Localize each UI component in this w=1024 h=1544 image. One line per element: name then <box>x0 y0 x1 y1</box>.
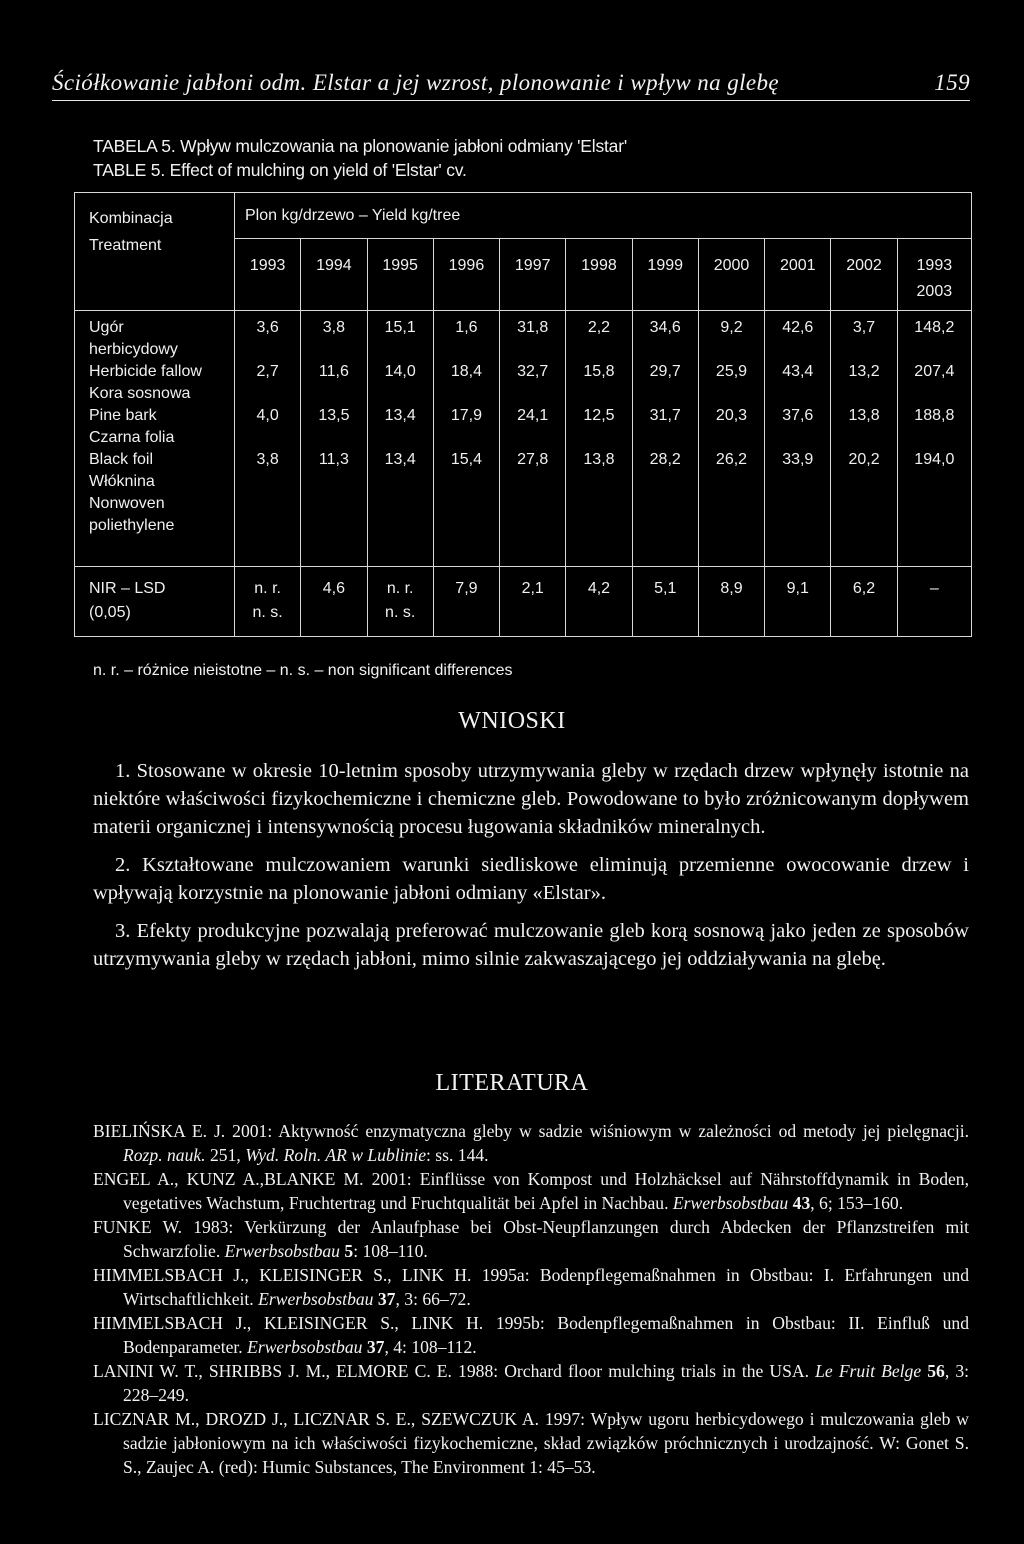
lsd-row <box>75 567 972 637</box>
lsd-value: 6,2 <box>831 567 897 637</box>
year-column-values <box>698 311 764 567</box>
table-cell: 13,2 <box>848 363 880 380</box>
reference-part: 43 <box>792 1193 811 1213</box>
lsd-value: 7,9 <box>433 567 499 637</box>
reference-part: HIMMELSBACH J., KLEISINGER S., LINK H. 1995b: Bodenpflegemaßnahmen in Obstbau: II. Einfluß und Bodenparameter. <box>93 1313 969 1357</box>
year-column-values <box>301 311 367 567</box>
reference-part: , 6; 153–160. <box>810 1193 904 1213</box>
reference-part: 37 <box>366 1337 385 1357</box>
year-header: 1994 <box>301 239 367 311</box>
conclusions-title: WNIOSKI <box>458 708 566 734</box>
lsd-value: 5,1 <box>632 567 698 637</box>
year-column-values <box>765 311 831 567</box>
table-cell: 188,8 <box>914 407 955 424</box>
table-cell: 13,8 <box>848 407 880 424</box>
table-cell: 1,6 <box>455 319 478 336</box>
lsd-value: 2,1 <box>500 567 566 637</box>
year-header: 1995 <box>367 239 433 311</box>
lsd-value: 9,1 <box>765 567 831 637</box>
reference-part: Erwerbsobstbau <box>258 1289 374 1309</box>
table-cell: 43,4 <box>782 363 814 380</box>
reference-part: FUNKE W. 1983: Verkürzung der Anlaufphase bei Obst-Neupflanzungen durch Abdecken der Pflanzstreifen mit Schwarzfolie. <box>93 1217 969 1261</box>
reference-part: Wyd. Roln. AR w Lublinie <box>245 1145 427 1165</box>
reference-part: LANINI W. T., SHRIBBS J. M., ELMORE C. E. 1988: Orchard floor mulching trials in the USA. <box>93 1361 816 1381</box>
table-cell: 3,8 <box>322 319 346 336</box>
table-cell: 20,3 <box>715 407 748 424</box>
table-cell: 14,0 <box>384 363 416 380</box>
reference-part: Rozp. nauk. <box>123 1145 206 1165</box>
year-header: 2000 <box>698 239 764 311</box>
reference-item <box>93 1167 969 1215</box>
reference-item <box>93 1119 969 1167</box>
lsd-label: NIR – LSD (0,05) <box>75 567 235 637</box>
table-cell: 2,7 <box>256 363 279 380</box>
table-cell: 11,3 <box>318 451 349 468</box>
year-header: 1999 <box>632 239 698 311</box>
table-cell: 27,8 <box>517 451 549 468</box>
table-cell: 17,9 <box>450 407 482 424</box>
lsd-value: 8,9 <box>698 567 764 637</box>
reference-part: ENGEL A., KUNZ A.,BLANKE M. 2001: Einflüsse von Kompost und Holzhäcksel auf Nährstoffdynamik in Boden, vegetatives Wachstum, Fruchtertrag und Fruchtqualität bei Apfel in Nachbau. <box>93 1169 969 1213</box>
yield-header: Plon kg/drzewo – Yield kg/tree <box>235 193 972 239</box>
reference-part: LICZNAR M., DROZD J., LICZNAR S. E., SZEWCZUK A. 1997: Wpływ ugoru herbicydowego i mulczowania gleb w sadzie jabłoniowym na ich właściwości fizykochemiczne, skład związków próchnicznych i urodzajność. W: Gonet S. S., Zaujec A. (red): Humic Substances, The Environment 1: 45–53. <box>93 1409 969 1477</box>
year-column-values <box>433 311 499 567</box>
lsd-value: 4,6 <box>301 567 367 637</box>
table-cell: 4,0 <box>256 407 279 424</box>
table-cell: 31,7 <box>649 407 681 424</box>
year-column-values <box>235 311 301 567</box>
year-header: 2001 <box>765 239 831 311</box>
lsd-value: – <box>897 567 971 637</box>
year-column-values <box>566 311 632 567</box>
table-cell: 18,4 <box>450 363 482 380</box>
reference-part: Erwerbsobstbau <box>672 1193 789 1213</box>
table-cell: 28,2 <box>649 451 681 468</box>
table-cell: 25,9 <box>715 363 748 380</box>
reference-item <box>93 1359 969 1407</box>
table-cell: 207,4 <box>914 363 955 380</box>
reference-part: Le Fruit Belge <box>815 1361 922 1381</box>
table-caption-pl: TABELA 5. Wpływ mulczowania na plonowanie jabłoni odmiany 'Elstar' <box>93 136 627 156</box>
year-header: 2002 <box>831 239 897 311</box>
table-cell: 26,2 <box>715 451 748 468</box>
table-cell: 31,8 <box>517 319 549 336</box>
year-header: 1993 <box>235 239 301 311</box>
reference-part: Erwerbsobstbau <box>247 1337 363 1357</box>
table-cell: 9,2 <box>720 319 743 336</box>
table-cell: 20,2 <box>848 451 880 468</box>
table-cell: 11,6 <box>318 363 349 380</box>
table-cell: 42,6 <box>782 319 814 336</box>
literature-title: LITERATURA <box>435 1070 589 1096</box>
conclusion-item: 1. Stosowane w okresie 10-letnim sposoby utrzymywania gleby w rzędach drzew wpłynęły istotnie na niektóre właściwości fizykochemiczne i chemiczne gleb. Powodowane to było zróżnicowanym dopływem materii organicznej i intensywnością procesu ługowania składników mineralnych. <box>93 760 969 838</box>
table-cell: 3,7 <box>852 319 876 336</box>
lsd-value: n. r. n. s. <box>367 567 433 637</box>
table-caption-en: TABLE 5. Effect of mulching on yield of 'Elstar' cv. <box>93 160 467 180</box>
reference-part: HIMMELSBACH J., KLEISINGER S., LINK H. 1995a: Bodenpflegemaßnahmen in Obstbau: I. Erfahrungen und Wirtschaftlichkeit. <box>93 1265 969 1309</box>
page-number: 159 <box>934 70 970 95</box>
table-cell: 15,1 <box>384 319 416 336</box>
year-column-values <box>367 311 433 567</box>
table-cell: 12,5 <box>583 407 615 424</box>
conclusion-item: 3. Efekty produkcyjne pozwalają preferować mulczowanie gleb korą sosnową jako jeden ze sposobów utrzymywania gleby w rzędach jabłoni, mimo silnie zakwaszającego jej oddziaływania na glebę. <box>93 920 969 970</box>
table-cell: 2,2 <box>587 319 611 336</box>
table-cell: 15,4 <box>450 451 482 468</box>
yield-table <box>74 192 972 637</box>
year-column-values <box>500 311 566 567</box>
reference-part: 37 <box>377 1289 396 1309</box>
year-header: 1993 2003 <box>897 239 971 311</box>
reference-part: BIELIŃSKA E. J. 2001: Aktywność enzymatyczna gleby w sadzie wiśniowym w zależności od metody jej pielęgnacji. <box>93 1121 969 1141</box>
conclusion-item: 2. Kształtowane mulczowaniem warunki siedliskowe eliminują przemienne owocowanie drzew i wpływają korzystnie na plonowanie jabłoni odmiany «Elstar». <box>93 854 969 904</box>
year-column-values <box>897 311 971 567</box>
lsd-value: 4,2 <box>566 567 632 637</box>
table-cell: 34,6 <box>649 319 681 336</box>
reference-item <box>93 1311 969 1359</box>
reference-part: 5 <box>344 1241 354 1261</box>
reference-part: : 108–110. <box>353 1241 428 1261</box>
reference-part: , 4: 108–112. <box>384 1337 477 1357</box>
table-cell: 24,1 <box>517 407 549 424</box>
running-title: Ściółkowanie jabłoni odm. Elstar a jej wzrost, plonowanie i wpływ na glebę <box>52 70 780 95</box>
table-cell: 37,6 <box>782 407 814 424</box>
reference-part: , 3: 228–249. <box>123 1361 970 1405</box>
table-caption <box>93 134 627 182</box>
lsd-value: n. r. n. s. <box>235 567 301 637</box>
table-cell: 13,8 <box>583 451 615 468</box>
year-column-values <box>831 311 897 567</box>
table-cell: 32,7 <box>517 363 549 380</box>
table-row <box>75 311 972 567</box>
table-cell: 29,7 <box>649 363 681 380</box>
table-cell: 194,0 <box>914 451 955 468</box>
year-header: 1997 <box>500 239 566 311</box>
reference-part: , 3: 66–72. <box>395 1289 471 1309</box>
table-cell: 33,9 <box>782 451 814 468</box>
reference-part: : ss. 144. <box>426 1145 489 1165</box>
table-footnote: n. r. – różnice nieistotne – n. s. – non significant differences <box>93 662 513 679</box>
reference-part: 56 <box>927 1361 945 1381</box>
conclusions-list <box>93 757 969 983</box>
table-cell: 15,8 <box>583 363 615 380</box>
table-cell: 13,5 <box>318 407 350 424</box>
reference-item <box>93 1407 969 1479</box>
table-cell: 13,4 <box>384 407 416 424</box>
reference-item <box>93 1215 969 1263</box>
treatment-labels: Ugór herbicydowy Herbicide fallow Kora sosnowa Pine bark Czarna folia Black foil Włóknina Nonwoven poliethylene <box>75 311 235 567</box>
reference-part: 251, <box>205 1145 246 1165</box>
reference-list <box>93 1119 969 1479</box>
table-cell: 13,4 <box>384 451 416 468</box>
year-header: 1998 <box>566 239 632 311</box>
table-cell: 3,6 <box>256 319 279 336</box>
reference-item <box>93 1263 969 1311</box>
table-cell: 148,2 <box>914 319 955 336</box>
running-header <box>52 70 970 101</box>
treatment-header: Kombinacja Treatment <box>75 193 235 311</box>
year-header: 1996 <box>433 239 499 311</box>
reference-part: Erwerbsobstbau <box>224 1241 340 1261</box>
table-cell: 3,8 <box>256 451 279 468</box>
year-column-values <box>632 311 698 567</box>
